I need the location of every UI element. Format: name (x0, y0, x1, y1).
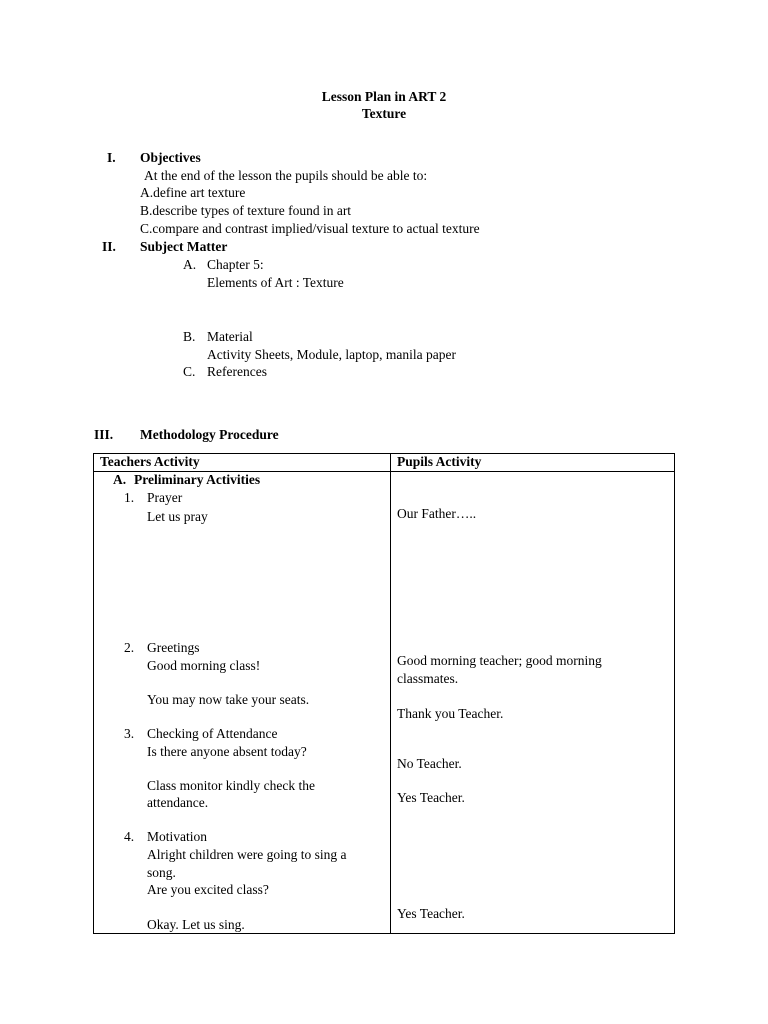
table-column-divider (390, 454, 391, 933)
teacher-line: You may now take your seats. (147, 692, 310, 707)
pupil-response: Yes Teacher. (397, 790, 465, 805)
objectives-heading: Objectives (140, 150, 201, 165)
pupil-response: Our Father….. (397, 506, 477, 521)
pupil-response: Thank you Teacher. (397, 706, 504, 721)
subject-item-label: Material (207, 329, 253, 344)
objectives-numeral: I. (107, 150, 116, 165)
section-title: Preliminary Activities (134, 472, 261, 487)
subject-item-letter: B. (183, 329, 196, 344)
teachers-activity-header: Teachers Activity (100, 454, 200, 469)
teacher-line: Class monitor kindly check the (147, 778, 315, 793)
objective-item: C.compare and contrast implied/visual texture to actual texture (140, 221, 480, 236)
teacher-line: Let us pray (147, 509, 208, 524)
teacher-line: Alright children were going to sing a (147, 847, 347, 862)
methodology-numeral: III. (94, 427, 114, 442)
subject-matter-heading: Subject Matter (140, 239, 228, 254)
step-title: Greetings (147, 640, 200, 655)
objectives-intro: At the end of the lesson the pupils should be able to: (144, 168, 428, 183)
teacher-line: Good morning class! (147, 658, 261, 673)
subject-item-detail: Activity Sheets, Module, laptop, manila paper (207, 347, 456, 362)
lesson-plan-title: Lesson Plan in ART 2 (321, 89, 447, 104)
step-number: 2. (124, 640, 135, 655)
pupil-response: No Teacher. (397, 756, 462, 771)
subject-matter-numeral: II. (102, 239, 116, 254)
section-letter: A. (113, 472, 127, 487)
teacher-line: song. (147, 865, 176, 880)
teacher-line: Are you excited class? (147, 882, 269, 897)
step-number: 1. (124, 490, 135, 505)
objective-item: A.define art texture (140, 185, 246, 200)
teacher-line: attendance. (147, 795, 209, 810)
step-number: 4. (124, 829, 135, 844)
subject-item-letter: A. (183, 257, 197, 272)
step-title: Prayer (147, 490, 183, 505)
subject-item-label: Chapter 5: (207, 257, 264, 272)
pupil-response: classmates. (397, 671, 459, 686)
subject-item-detail: Elements of Art : Texture (207, 275, 344, 290)
step-title: Motivation (147, 829, 207, 844)
step-number: 3. (124, 726, 135, 741)
teacher-line: Is there anyone absent today? (147, 744, 307, 759)
methodology-heading: Methodology Procedure (140, 427, 279, 442)
subject-item-letter: C. (183, 364, 196, 379)
pupil-response: Yes Teacher. (397, 906, 465, 921)
teacher-line: Okay. Let us sing. (147, 917, 245, 932)
subject-item-label: References (207, 364, 267, 379)
objective-item: B.describe types of texture found in art (140, 203, 352, 218)
pupil-response: Good morning teacher; good morning (397, 653, 602, 668)
step-title: Checking of Attendance (147, 726, 278, 741)
pupils-activity-header: Pupils Activity (397, 454, 482, 469)
lesson-topic-title: Texture (361, 106, 407, 121)
